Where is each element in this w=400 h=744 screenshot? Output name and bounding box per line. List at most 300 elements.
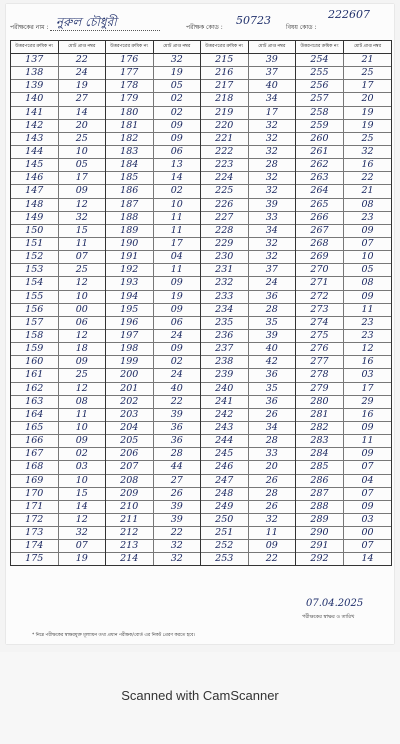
column-header-row <box>106 41 200 54</box>
table-row <box>106 212 200 225</box>
roll-cell: 229 <box>201 238 249 250</box>
table-row <box>106 277 200 290</box>
marks-cell: 16 <box>361 356 374 368</box>
name-underline <box>50 30 160 31</box>
marks-cell: 42 <box>265 356 278 368</box>
marks-cell: 11 <box>170 264 183 276</box>
roll-cell: 185 <box>106 172 154 184</box>
marks-cell: 24 <box>170 329 183 341</box>
roll-cell: 206 <box>106 448 154 460</box>
marks-cell: 03 <box>75 461 88 473</box>
roll-cell: 193 <box>106 277 154 289</box>
table-row <box>296 514 391 527</box>
roll-cell: 260 <box>296 133 344 145</box>
roll-cell: 160 <box>11 356 59 368</box>
marks-cell: 40 <box>265 80 278 92</box>
marks-cell: 11 <box>170 211 183 223</box>
marks-table <box>10 40 392 566</box>
roll-cell: 266 <box>296 212 344 224</box>
marks-cell: 12 <box>75 329 88 341</box>
roll-cell: 188 <box>106 212 154 224</box>
marks-cell: 39 <box>170 500 183 512</box>
marks-cell: 06 <box>75 316 88 328</box>
table-row <box>11 383 105 396</box>
roll-cell: 198 <box>106 343 154 355</box>
roll-cell: 217 <box>201 80 249 92</box>
marks-cell: 23 <box>361 211 374 223</box>
roll-cell: 222 <box>201 146 249 158</box>
roll-cell: 156 <box>11 304 59 316</box>
scanner-watermark: Scanned with CamScanner <box>121 688 279 703</box>
roll-cell: 174 <box>11 540 59 552</box>
roll-cell: 263 <box>296 172 344 184</box>
roll-cell: 167 <box>11 448 59 460</box>
roll-cell: 207 <box>106 461 154 473</box>
table-row <box>296 356 391 369</box>
table-row <box>11 251 105 264</box>
roll-cell: 290 <box>296 527 344 539</box>
roll-cell: 262 <box>296 159 344 171</box>
marks-cell: 16 <box>361 408 374 420</box>
roll-cell: 182 <box>106 133 154 145</box>
table-row <box>201 553 295 565</box>
table-row <box>106 448 200 461</box>
roll-cell: 213 <box>106 540 154 552</box>
table-row <box>296 159 391 172</box>
table-row <box>106 514 200 527</box>
marks-cell: 02 <box>170 93 183 105</box>
table-row <box>296 383 391 396</box>
roll-cell: 147 <box>11 185 59 197</box>
signature-date: 07.04.2025 <box>306 598 364 609</box>
roll-cell: 248 <box>201 488 249 500</box>
roll-cell: 146 <box>11 172 59 184</box>
table-row <box>106 396 200 409</box>
table-row <box>201 159 295 172</box>
roll-cell: 214 <box>106 553 154 565</box>
marks-cell: 18 <box>75 343 88 355</box>
marks-cell: 32 <box>75 211 88 223</box>
roll-cell: 208 <box>106 475 154 487</box>
roll-cell: 189 <box>106 225 154 237</box>
roll-cell: 247 <box>201 475 249 487</box>
roll-cell: 267 <box>296 225 344 237</box>
marks-cell: 10 <box>75 421 88 433</box>
marks-cell: 32 <box>265 513 278 525</box>
roll-cell: 168 <box>11 461 59 473</box>
table-row <box>296 422 391 435</box>
table-row <box>11 540 105 553</box>
roll-cell: 169 <box>11 475 59 487</box>
marks-cell: 07 <box>361 461 374 473</box>
table-row <box>106 172 200 185</box>
marks-cell: 15 <box>75 224 88 236</box>
roll-cell: 139 <box>11 80 59 92</box>
marks-cell: 28 <box>265 487 278 499</box>
marks-cell: 08 <box>75 395 88 407</box>
table-row <box>201 540 295 553</box>
roll-cell: 257 <box>296 93 344 105</box>
table-row <box>201 238 295 251</box>
table-row <box>106 238 200 251</box>
roll-cell: 279 <box>296 383 344 395</box>
roll-cell: 265 <box>296 199 344 211</box>
roll-cell: 171 <box>11 501 59 513</box>
table-row <box>296 448 391 461</box>
table-row <box>106 264 200 277</box>
table-row <box>201 369 295 382</box>
table-row <box>296 251 391 264</box>
marks-cell: 26 <box>265 474 278 486</box>
table-row <box>201 225 295 238</box>
marks-cell: 25 <box>75 369 88 381</box>
table-row <box>201 527 295 540</box>
roll-cell: 241 <box>201 396 249 408</box>
table-row <box>296 172 391 185</box>
table-row <box>11 120 105 133</box>
table-row <box>201 422 295 435</box>
table-row <box>201 435 295 448</box>
roll-cell: 292 <box>296 553 344 565</box>
marks-cell: 28 <box>265 435 278 447</box>
table-row <box>106 343 200 356</box>
marks-cell: 24 <box>170 369 183 381</box>
table-row <box>106 225 200 238</box>
roll-cell: 231 <box>201 264 249 276</box>
subject-code-label: বিষয় কোড : <box>286 24 317 31</box>
marks-cell: 27 <box>75 93 88 105</box>
table-row <box>201 67 295 80</box>
marks-cell: 08 <box>361 277 374 289</box>
marks-cell: 32 <box>170 540 183 552</box>
roll-cell: 149 <box>11 212 59 224</box>
roll-cell: 184 <box>106 159 154 171</box>
marks-cell: 34 <box>265 93 278 105</box>
roll-cell: 158 <box>11 330 59 342</box>
marks-cell: 12 <box>75 513 88 525</box>
marks-cell: 11 <box>170 224 183 236</box>
table-row <box>296 488 391 501</box>
marks-cell: 28 <box>265 159 278 171</box>
roll-cell: 269 <box>296 251 344 263</box>
table-row <box>11 435 105 448</box>
marks-cell: 03 <box>361 513 374 525</box>
marks-cell: 27 <box>170 474 183 486</box>
roll-cell: 201 <box>106 383 154 395</box>
marks-cell: 36 <box>265 369 278 381</box>
roll-cell: 253 <box>201 553 249 565</box>
table-row <box>201 133 295 146</box>
table-row <box>201 317 295 330</box>
table-row <box>11 146 105 159</box>
marks-cell: 09 <box>170 277 183 289</box>
roll-cell: 273 <box>296 304 344 316</box>
table-row <box>11 409 105 422</box>
marks-cell: 05 <box>170 80 183 92</box>
roll-cell: 226 <box>201 199 249 211</box>
table-row <box>296 212 391 225</box>
table-row <box>106 146 200 159</box>
table-block <box>201 41 296 565</box>
marks-cell: 25 <box>361 132 374 144</box>
roll-cell: 202 <box>106 396 154 408</box>
marks-cell: 22 <box>170 395 183 407</box>
roll-cell: 190 <box>106 238 154 250</box>
table-row <box>296 317 391 330</box>
marks-cell: 19 <box>170 67 183 79</box>
marks-cell: 20 <box>75 119 88 131</box>
roll-cell: 285 <box>296 461 344 473</box>
table-row <box>11 475 105 488</box>
roll-cell: 274 <box>296 317 344 329</box>
roll-cell: 157 <box>11 317 59 329</box>
roll-cell: 221 <box>201 133 249 145</box>
column-header-row <box>296 41 391 54</box>
marks-cell: 29 <box>361 395 374 407</box>
roll-cell: 179 <box>106 93 154 105</box>
roll-cell: 204 <box>106 422 154 434</box>
roll-cell: 196 <box>106 317 154 329</box>
roll-cell: 148 <box>11 199 59 211</box>
marks-cell: 09 <box>361 448 374 460</box>
roll-cell: 276 <box>296 343 344 355</box>
table-row <box>296 54 391 67</box>
marks-cell: 35 <box>265 316 278 328</box>
marks-cell: 36 <box>170 435 183 447</box>
marks-cell: 07 <box>361 237 374 249</box>
column-header-row <box>11 41 105 54</box>
table-row <box>106 304 200 317</box>
marks-cell: 25 <box>361 67 374 79</box>
roll-cell: 164 <box>11 409 59 421</box>
table-row <box>11 67 105 80</box>
roll-cell: 234 <box>201 304 249 316</box>
table-row <box>11 133 105 146</box>
table-block <box>106 41 201 565</box>
table-row <box>11 238 105 251</box>
roll-cell: 178 <box>106 80 154 92</box>
marks-cell: 11 <box>75 237 88 249</box>
marks-cell: 25 <box>75 264 88 276</box>
table-row <box>201 291 295 304</box>
marks-cell: 39 <box>265 54 278 65</box>
roll-cell: 166 <box>11 435 59 447</box>
roll-cell: 197 <box>106 330 154 342</box>
roll-cell: 210 <box>106 501 154 513</box>
roll-cell: 227 <box>201 212 249 224</box>
table-row <box>201 448 295 461</box>
roll-cell: 144 <box>11 146 59 158</box>
table-row <box>11 527 105 540</box>
marks-cell: 10 <box>75 145 88 157</box>
marks-cell: 17 <box>265 106 278 118</box>
table-row <box>11 501 105 514</box>
table-row <box>201 356 295 369</box>
marks-cell: 09 <box>75 356 88 368</box>
roll-cell: 219 <box>201 107 249 119</box>
table-row <box>201 120 295 133</box>
roll-cell: 272 <box>296 291 344 303</box>
roll-cell: 199 <box>106 356 154 368</box>
marks-cell: 12 <box>75 382 88 394</box>
examiner-code-label: পরীক্ষক কোড : <box>186 24 223 31</box>
table-row <box>296 107 391 120</box>
marks-cell: 33 <box>265 211 278 223</box>
roll-cell: 200 <box>106 369 154 381</box>
table-row <box>106 120 200 133</box>
table-row <box>201 80 295 93</box>
table-row <box>11 185 105 198</box>
table-row <box>201 107 295 120</box>
marks-cell: 11 <box>265 527 278 539</box>
roll-cell: 249 <box>201 501 249 513</box>
roll-cell: 223 <box>201 159 249 171</box>
roll-cell: 250 <box>201 514 249 526</box>
examiner-name-label: পরীক্ষকের নাম : <box>10 24 49 31</box>
marks-cell: 09 <box>361 500 374 512</box>
roll-cell: 242 <box>201 409 249 421</box>
table-row <box>11 107 105 120</box>
table-row <box>106 185 200 198</box>
marks-cell: 22 <box>75 54 88 65</box>
table-row <box>11 356 105 369</box>
table-row <box>106 107 200 120</box>
table-row <box>11 514 105 527</box>
marks-cell: 25 <box>75 132 88 144</box>
roll-cell: 258 <box>296 107 344 119</box>
marks-cell: 23 <box>361 316 374 328</box>
table-row <box>201 93 295 106</box>
roll-cell: 232 <box>201 277 249 289</box>
marks-cell: 32 <box>75 527 88 539</box>
table-row <box>296 475 391 488</box>
table-row <box>296 304 391 317</box>
marks-cell: 33 <box>265 448 278 460</box>
roll-cell: 289 <box>296 514 344 526</box>
examiner-name-value: নুরুল চৌধুরী <box>56 15 117 29</box>
marks-cell: 00 <box>75 303 88 315</box>
roll-cell: 256 <box>296 80 344 92</box>
marks-cell: 09 <box>170 303 183 315</box>
marks-cell: 12 <box>361 343 374 355</box>
table-row <box>11 448 105 461</box>
table-row <box>11 93 105 106</box>
marks-cell: 22 <box>170 527 183 539</box>
table-row <box>106 527 200 540</box>
column-header-row <box>201 41 295 54</box>
marks-cell: 28 <box>170 448 183 460</box>
roll-cell: 195 <box>106 304 154 316</box>
table-row <box>201 304 295 317</box>
roll-cell: 239 <box>201 369 249 381</box>
roll-cell: 154 <box>11 277 59 289</box>
roll-cell: 192 <box>106 264 154 276</box>
marks-cell: 24 <box>265 277 278 289</box>
marks-cell: 10 <box>170 198 183 210</box>
table-row <box>106 553 200 565</box>
roll-cell: 155 <box>11 291 59 303</box>
roll-cell: 236 <box>201 330 249 342</box>
roll-cell: 180 <box>106 107 154 119</box>
marks-cell: 13 <box>170 159 183 171</box>
marks-cell: 02 <box>75 448 88 460</box>
table-row <box>11 317 105 330</box>
marks-cell: 32 <box>265 251 278 263</box>
table-row <box>296 225 391 238</box>
roll-column-header: উত্তরপত্রের ক্রমিক নং <box>296 41 344 53</box>
roll-cell: 138 <box>11 67 59 79</box>
marks-cell: 21 <box>361 54 374 65</box>
marks-cell: 14 <box>170 172 183 184</box>
table-row <box>11 330 105 343</box>
table-row <box>201 330 295 343</box>
marks-cell: 16 <box>361 159 374 171</box>
table-row <box>296 369 391 382</box>
roll-cell: 245 <box>201 448 249 460</box>
roll-cell: 233 <box>201 291 249 303</box>
marks-cell: 12 <box>75 198 88 210</box>
roll-cell: 215 <box>201 54 249 66</box>
marks-cell: 14 <box>75 500 88 512</box>
marks-cell: 39 <box>170 513 183 525</box>
table-row <box>296 396 391 409</box>
roll-cell: 224 <box>201 172 249 184</box>
roll-cell: 286 <box>296 475 344 487</box>
marks-cell: 07 <box>361 540 374 552</box>
table-row <box>11 304 105 317</box>
table-row <box>106 383 200 396</box>
roll-cell: 211 <box>106 514 154 526</box>
table-row <box>201 212 295 225</box>
marks-cell: 14 <box>361 553 374 565</box>
marks-cell: 32 <box>265 172 278 184</box>
marks-cell: 05 <box>361 264 374 276</box>
marks-cell: 19 <box>361 119 374 131</box>
roll-cell: 271 <box>296 277 344 289</box>
marks-column-header: মোট প্রাপ্ত নম্বর <box>163 44 191 49</box>
roll-cell: 145 <box>11 159 59 171</box>
roll-cell: 280 <box>296 396 344 408</box>
marks-cell: 07 <box>75 251 88 263</box>
roll-cell: 243 <box>201 422 249 434</box>
marks-cell: 24 <box>75 67 88 79</box>
table-row <box>11 422 105 435</box>
table-row <box>106 369 200 382</box>
marks-cell: 37 <box>265 264 278 276</box>
marks-cell: 36 <box>170 421 183 433</box>
marks-cell: 09 <box>361 421 374 433</box>
table-row <box>296 343 391 356</box>
roll-cell: 159 <box>11 343 59 355</box>
roll-cell: 173 <box>11 527 59 539</box>
roll-cell: 237 <box>201 343 249 355</box>
table-row <box>296 291 391 304</box>
table-row <box>106 540 200 553</box>
marks-cell: 12 <box>75 277 88 289</box>
table-row <box>106 475 200 488</box>
table-row <box>201 461 295 474</box>
table-row <box>201 199 295 212</box>
table-row <box>11 488 105 501</box>
marks-cell: 34 <box>265 224 278 236</box>
roll-cell: 244 <box>201 435 249 447</box>
roll-column-header: উত্তরপত্রের ক্রমিক নং <box>201 41 249 53</box>
roll-cell: 170 <box>11 488 59 500</box>
roll-cell: 186 <box>106 185 154 197</box>
table-row <box>106 488 200 501</box>
marks-cell: 21 <box>361 185 374 197</box>
signature-caption: পরীক্ষকের স্বাক্ষর ও তারিখ <box>302 614 355 620</box>
